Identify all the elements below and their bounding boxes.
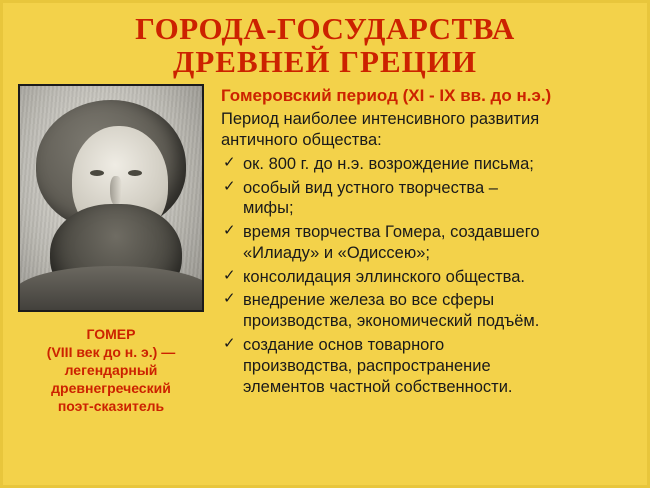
bullet-line: ок. 800 г. до н.э. возрождение письма;	[243, 154, 534, 173]
check-icon: ✓	[223, 177, 236, 195]
caption-line-2: (VIII век до н. э.) —	[46, 344, 176, 360]
caption-line-4: древнегреческий	[51, 379, 171, 396]
slide-body	[3, 78, 647, 416]
caption-line-1: ГОМЕР	[86, 326, 136, 343]
bullet-line: консолидация эллинского общества.	[243, 267, 526, 286]
bullet-line: элементов частной собственности.	[243, 377, 513, 396]
bullet-line: производства, распространение	[243, 356, 491, 375]
bullet-list	[221, 154, 639, 398]
list-item	[221, 154, 639, 175]
bullet-line: время творчества Гомера, создавшего	[243, 223, 540, 242]
check-icon: ✓	[223, 290, 236, 308]
check-icon: ✓	[223, 266, 236, 284]
bullet-line: мифы;	[243, 199, 294, 218]
list-item	[221, 290, 639, 332]
list-item	[221, 335, 639, 397]
portrait-shoulders	[18, 266, 204, 312]
caption-line-3: легендарный	[64, 361, 158, 378]
list-item	[221, 222, 639, 264]
portrait-caption	[47, 326, 175, 416]
intro-paragraph	[221, 109, 639, 150]
intro-line-2: античного общества:	[221, 131, 382, 150]
bullet-line: создание основ товарного	[243, 335, 445, 354]
bullet-line: производства, экономический подъём.	[243, 312, 540, 331]
bullet-line: внедрение железа во все сферы	[243, 291, 495, 310]
homer-portrait-image	[18, 84, 204, 312]
page-title	[3, 3, 647, 78]
check-icon: ✓	[223, 222, 236, 240]
list-item	[221, 267, 639, 288]
list-item	[221, 178, 639, 220]
bullet-line: «Илиаду» и «Одиссею»;	[243, 243, 430, 262]
title-line-2: ДРЕВНЕЙ ГРЕЦИИ	[173, 43, 477, 79]
check-icon: ✓	[223, 153, 236, 171]
section-heading: Гомеровский период (XI - IX вв. до н.э.)	[221, 86, 552, 106]
check-icon: ✓	[223, 334, 236, 352]
caption-line-5: поэт-сказитель	[57, 397, 165, 414]
portrait-column	[13, 84, 209, 416]
title-line-1: ГОРОДА-ГОСУДАРСТВА	[135, 11, 515, 46]
text-column	[209, 84, 639, 416]
bullet-line: особый вид устного творчества –	[243, 178, 498, 197]
portrait-nose	[110, 176, 122, 206]
intro-line-1: Период наиболее интенсивного развития	[221, 110, 540, 129]
